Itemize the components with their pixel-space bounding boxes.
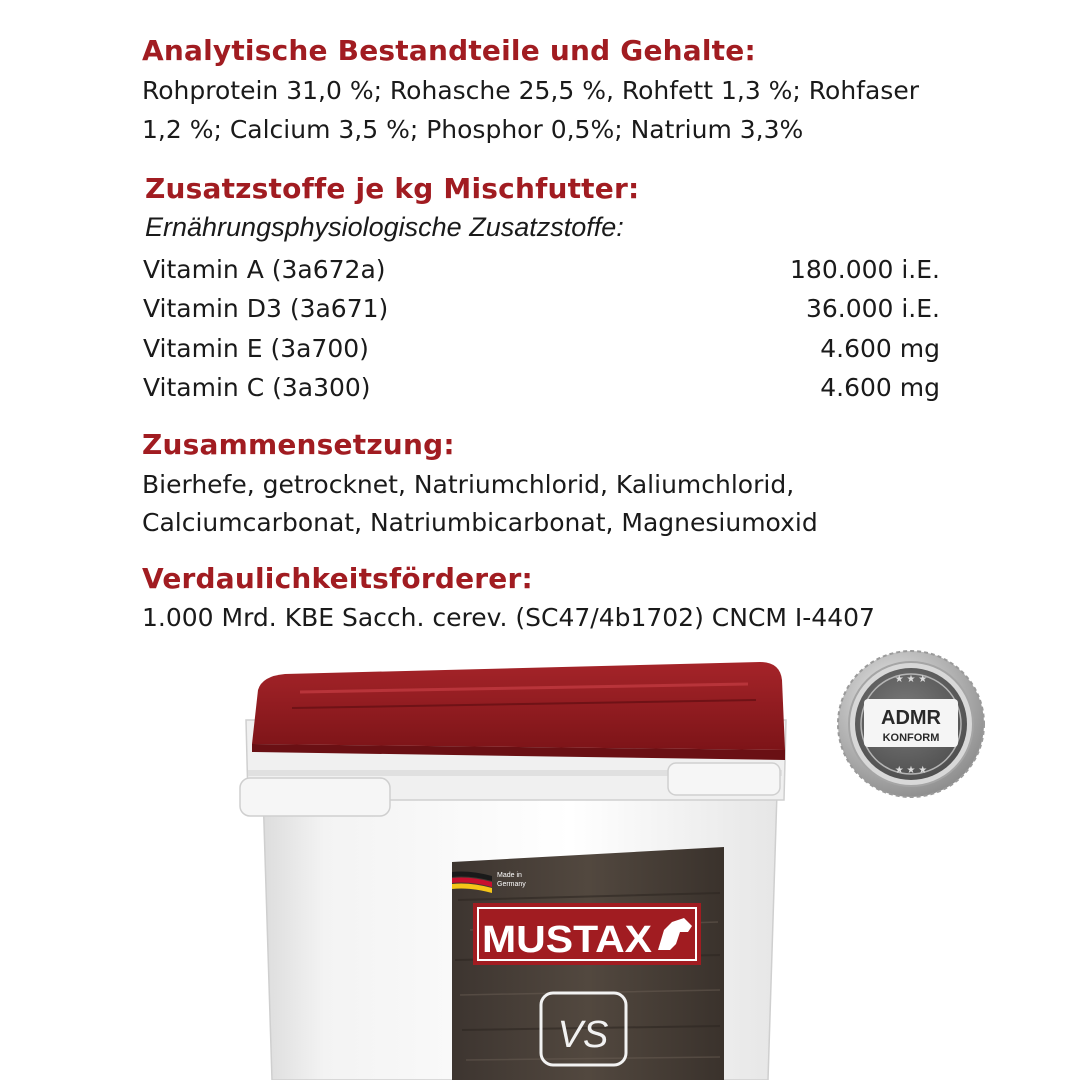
- seal-line-1: ADMR: [881, 707, 941, 729]
- vitamin-row: [143, 373, 940, 413]
- variant-label: VS: [557, 1014, 609, 1056]
- additives-subheading: Ernährungsphysiologische Zusatzstoffe:: [145, 212, 624, 242]
- composition-line-2: Calciumcarbonat, Natriumbicarbonat, Magnesiumoxid: [142, 508, 818, 537]
- brand-name: MUSTAX: [482, 919, 653, 961]
- brand-logo: [473, 903, 701, 965]
- vitamin-row: [143, 294, 940, 334]
- seal-line-2: KONFORM: [882, 732, 940, 744]
- vitamin-name: Vitamin C (3a300): [143, 373, 371, 402]
- product-illustration: [0, 640, 1080, 1080]
- vitamin-row: [143, 334, 940, 374]
- analytic-line-2: 1,2 %; Calcium 3,5 %; Phosphor 0,5%; Natrium 3,3%: [142, 115, 804, 144]
- vitamin-value: 180.000 i.E.: [790, 255, 940, 284]
- seal-stars-icon: ★ ★ ★: [894, 674, 928, 685]
- digestion-heading: Verdaulichkeitsförderer:: [142, 562, 533, 595]
- admr-seal: [838, 651, 984, 797]
- vitamin-value: 36.000 i.E.: [805, 294, 940, 323]
- seal-stars-icon: ★ ★ ★: [894, 765, 928, 776]
- composition-line-1: Bierhefe, getrocknet, Natriumchlorid, Kaliumchlorid,: [142, 470, 795, 499]
- vitamin-value: 4.600 mg: [820, 334, 940, 363]
- vitamin-name: Vitamin E (3a700): [143, 334, 369, 363]
- vitamin-name: Vitamin D3 (3a671): [143, 294, 389, 323]
- analytic-line-1: Rohprotein 31,0 %; Rohasche 25,5 %, Rohfett 1,3 %; Rohfaser: [142, 76, 919, 105]
- composition-heading: Zusammensetzung:: [142, 428, 455, 461]
- digestion-line-1: 1.000 Mrd. KBE Sacch. cerev. (SC47/4b1702) CNCM I-4407: [142, 603, 875, 632]
- vitamin-row: [143, 255, 940, 295]
- made-in-country: Germany: [497, 881, 526, 888]
- analytic-heading: Analytische Bestandteile und Gehalte:: [142, 34, 756, 67]
- additives-heading: Zusatzstoffe je kg Mischfutter:: [145, 172, 640, 205]
- made-in-label: Made in: [497, 872, 522, 879]
- vitamin-value: 4.600 mg: [820, 373, 940, 402]
- vitamin-name: Vitamin A (3a672a): [143, 255, 386, 284]
